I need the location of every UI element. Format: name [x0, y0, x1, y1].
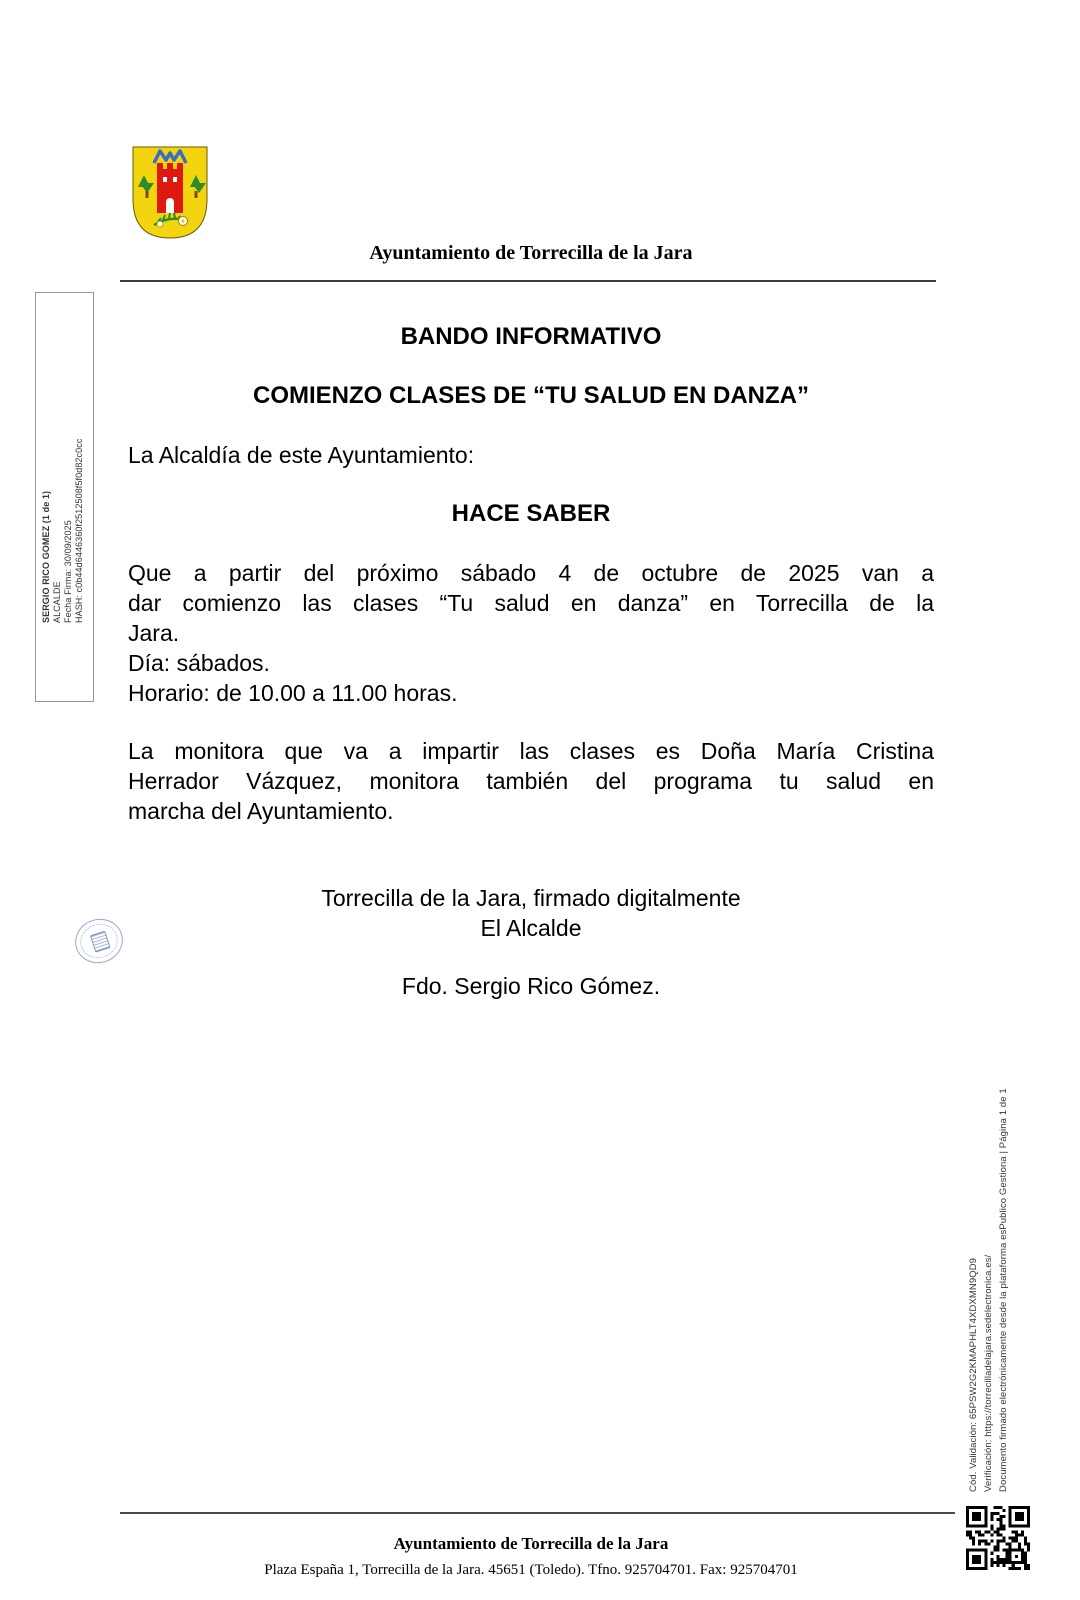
signature-hash: HASH: c0b44d6446360f2512508f5f0d82c0cc [74, 438, 84, 623]
platform-note: Documento firmado electrónicamente desde la plataforma esPublico Gestiona | Página 1 de 1 [998, 1088, 1009, 1492]
paragraph-line: marcha del Ayuntamiento. [128, 798, 394, 824]
qr-code [966, 1506, 1030, 1570]
signer-name: SERGIO RICO GOMEZ (1 de 1) [41, 490, 51, 623]
paragraph-line: Jara. [128, 620, 180, 646]
paragraph-monitor [128, 736, 934, 826]
closing-block [128, 883, 934, 943]
digital-signature-box [35, 292, 94, 702]
document-subtitle: COMIENZO CLASES DE “TU SALUD EN DANZA” [252, 382, 809, 409]
header-title: Ayuntamiento de Torrecilla de la Jara [369, 242, 693, 264]
intro-line: La Alcaldía de este Ayuntamiento: [128, 442, 475, 468]
class-day-line: Día: sábados. [128, 650, 270, 676]
paragraph-line: Herrador Vázquez, monitora también del programa tu salud en [128, 768, 934, 794]
header-divider [120, 280, 936, 282]
class-schedule-line: Horario: de 10.00 a 11.00 horas. [128, 680, 458, 706]
signature-date: Fecha Firma: 30/09/2025 [63, 520, 73, 623]
coat-of-arms-logo [130, 145, 210, 241]
verification-text [966, 1028, 1011, 1492]
hace-saber-heading: HACE SABER [451, 500, 611, 527]
verification-url: Verificación: https://torrecilladelajara.sedelectronica.es/ [983, 1254, 994, 1492]
digital-signature-text [41, 423, 85, 623]
paragraph-line: dar comienzo las clases “Tu salud en danza” en Torrecilla de la [128, 590, 934, 616]
paragraph-line: Que a partir del próximo sábado 4 de octubre de 2025 van a [128, 560, 934, 586]
document-title: BANDO INFORMATIVO [400, 323, 662, 350]
closing-role-line: El Alcalde [480, 915, 582, 941]
paragraph-announcement [128, 558, 934, 708]
validation-code: Cód. Validación: 65PSW2G2KMAPHLT4XDXMN9QD9 [968, 1257, 979, 1492]
footer-divider [120, 1512, 955, 1514]
official-seal-stamp-icon [69, 913, 128, 970]
signer-role: ALCALDE [52, 581, 62, 623]
footer-title: Ayuntamiento de Torrecilla de la Jara [393, 1534, 669, 1553]
footer-address: Plaza España 1, Torrecilla de la Jara. 45651 (Toledo). Tfno. 925704701. Fax: 925704701 [264, 1562, 798, 1578]
closing-place-line: Torrecilla de la Jara, firmado digitalmente [321, 885, 741, 911]
paragraph-line: La monitora que va a impartir las clases es Doña María Cristina [128, 738, 934, 764]
signed-by-line: Fdo. Sergio Rico Gómez. [401, 973, 661, 999]
